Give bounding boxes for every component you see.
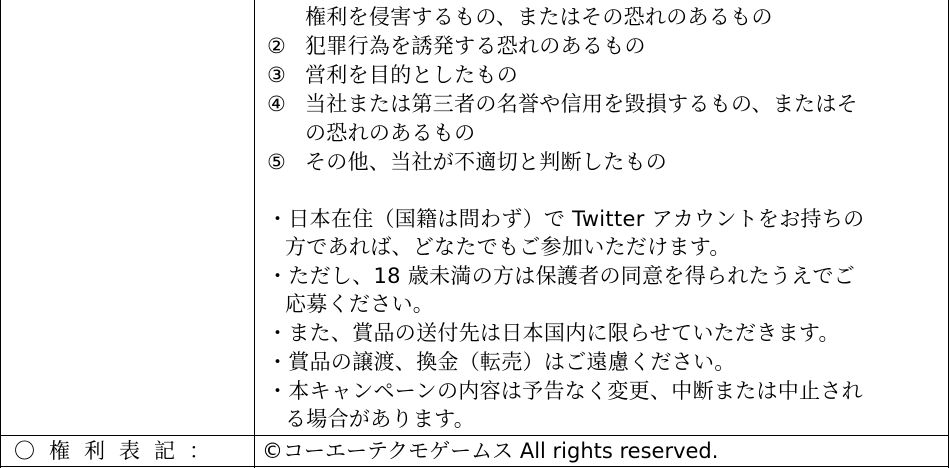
term-number: ③ bbox=[267, 63, 287, 87]
note-line: 応募ください。 bbox=[285, 292, 435, 316]
table-column-divider bbox=[254, 0, 255, 468]
term-number: ② bbox=[267, 34, 287, 58]
note-line: ・ただし、18 歳未満の方は保護者の同意を得られたうえでご bbox=[267, 264, 856, 288]
term-text: 営利を目的としたもの bbox=[305, 63, 518, 87]
term-item-4 bbox=[267, 90, 858, 119]
table-border-bottom bbox=[0, 466, 949, 467]
note-line: ・また、賞品の送付先は日本国内に限らせていただきます。 bbox=[267, 321, 840, 345]
note-line: る場合があります。 bbox=[285, 407, 476, 431]
note-line: ・賞品の譲渡、換金（転売）はご遠慮ください。 bbox=[267, 350, 736, 374]
note-line: 方であれば、どなたでもご参加いただけます。 bbox=[285, 235, 731, 259]
term-item-2 bbox=[267, 32, 646, 61]
term-item-4-cont bbox=[267, 119, 475, 148]
term-item-5 bbox=[267, 148, 667, 177]
copyright-label: 〇権利表記： bbox=[14, 439, 224, 463]
term-text: その他、当社が不適切と判断したもの bbox=[305, 150, 668, 174]
term-continuation: 権利を侵害するもの、またはその恐れのあるもの bbox=[305, 5, 773, 29]
term-item-3 bbox=[267, 61, 518, 90]
term-number: ⑤ bbox=[267, 150, 287, 174]
term-text: 犯罪行為を誘発する恐れのあるもの bbox=[305, 34, 646, 58]
term-text: の恐れのあるもの bbox=[305, 121, 476, 145]
note-line: ・日本在住（国籍は問わず）で Twitter アカウントをお持ちの bbox=[267, 207, 865, 231]
table-border-right bbox=[948, 0, 949, 468]
table-border-left bbox=[0, 0, 1, 468]
note-line: ・本キャンペーンの内容は予告なく変更、中断または中止され bbox=[267, 379, 863, 403]
term-number: ④ bbox=[267, 92, 287, 116]
copyright-notice: ©コーエーテクモゲームス All rights reserved. bbox=[262, 439, 719, 463]
term-text: 当社または第三者の名誉や信用を毀損するもの、またはそ bbox=[305, 92, 858, 116]
